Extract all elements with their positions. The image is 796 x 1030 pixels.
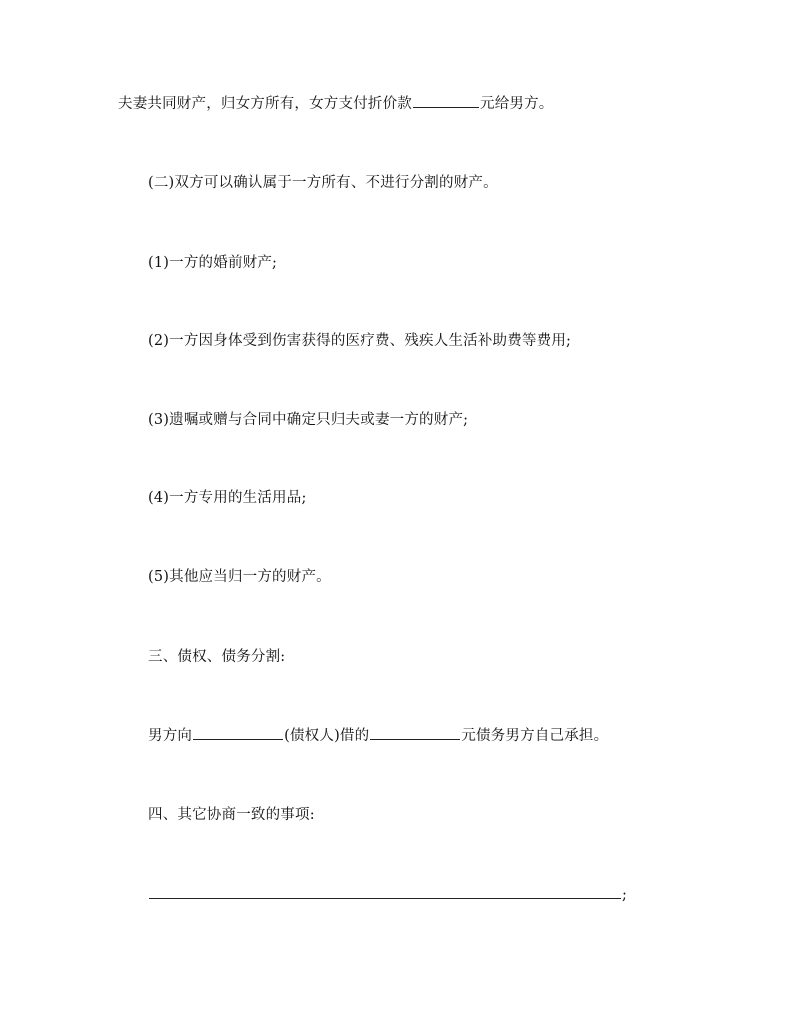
section-heading-debts: 三、债权、债务分割: [148, 649, 286, 665]
list-item-medical-expenses: (2)一方因身体受到伤害获得的医疗费、残疾人生活补助费等费用; [148, 333, 572, 349]
text-segment: 元给男方。 [480, 96, 554, 112]
section-heading-other-matters: 四、其它协商一致的事项: [148, 807, 315, 823]
text-segment: ; [622, 887, 628, 903]
text-segment: 元债务男方自己承担。 [461, 728, 609, 744]
text-segment: 男方向 [148, 728, 193, 744]
fill-in-blank-amount[interactable] [413, 93, 479, 108]
fill-in-blank-other-matters[interactable] [149, 884, 621, 899]
fill-in-blank-debt-amount[interactable] [370, 725, 460, 740]
text-segment: (债权人)借的 [284, 728, 370, 744]
list-item-premarital-property: (1)一方的婚前财产; [148, 255, 278, 271]
list-item-will-or-gift: (3)遗嘱或赠与合同中确定只归夫或妻一方的财产; [148, 412, 469, 428]
paragraph-other-matters-blank [148, 884, 627, 905]
fill-in-blank-creditor[interactable] [193, 725, 283, 740]
list-item-personal-items: (4)一方专用的生活用品; [148, 490, 307, 506]
paragraph-joint-property-to-wife [118, 93, 554, 114]
list-item-other-property: (5)其他应当归一方的财产。 [148, 569, 331, 585]
text-segment: 夫妻共同财产，归女方所有，女方支付折价款 [118, 96, 412, 112]
paragraph-debt-assignment [148, 725, 608, 746]
paragraph-separate-property-heading: (二)双方可以确认属于一方所有、不进行分割的财产。 [148, 175, 498, 191]
